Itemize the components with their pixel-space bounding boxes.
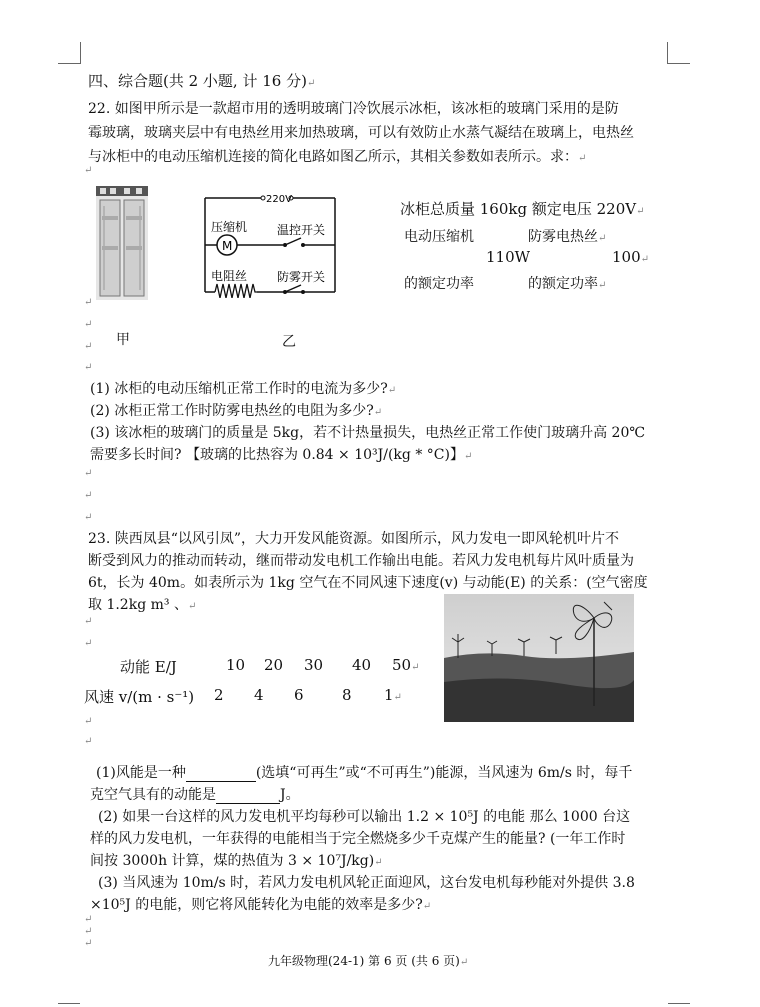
energy-value: 20 bbox=[264, 656, 284, 674]
rated-power-label-1: 的额定功率 bbox=[404, 276, 474, 292]
energy-value: 30 bbox=[304, 656, 324, 674]
crop-mark bbox=[80, 42, 81, 64]
energy-value: 10 bbox=[226, 656, 246, 674]
wind-turbine-photo bbox=[444, 594, 634, 722]
blank-renewable[interactable] bbox=[186, 765, 256, 782]
circuit-diagram bbox=[195, 188, 345, 298]
q23-question-2-line-2: 样的风力发电机，一年获得的电能相当于完全燃烧多少千克煤产生的能量? (一年工作时 bbox=[90, 831, 626, 847]
q23-intro-line-3: 6t，长为 40m。如表所示为 1kg 空气在不同风速下速度(v) 与动能(E) 的关系：(空气密度 bbox=[88, 575, 648, 591]
heater-power: 100↵ bbox=[612, 248, 650, 266]
energy-label: 动能 E/J bbox=[120, 658, 177, 676]
speed-value: 2 bbox=[214, 686, 224, 704]
voltage-label: 220V bbox=[266, 194, 292, 205]
return-mark: ↵ bbox=[84, 362, 93, 373]
return-mark: ↵ bbox=[84, 638, 93, 649]
return-mark: ↵ bbox=[84, 938, 93, 949]
speed-value: 1↵ bbox=[384, 686, 402, 704]
resistor-icon bbox=[215, 284, 257, 298]
q23-intro-line-2: 断受到风力的推动而转动，继而带动发电机工作输出电能。若风力发电机每片风叶质量为 bbox=[88, 553, 634, 569]
crop-mark bbox=[668, 1003, 690, 1004]
crop-mark bbox=[668, 63, 690, 64]
return-mark: ↵ bbox=[84, 165, 93, 176]
q23-number: 23. bbox=[88, 531, 111, 547]
heater-param-label: 防雾电热丝↵ bbox=[528, 229, 607, 245]
svg-text:M: M bbox=[222, 239, 233, 253]
return-mark: ↵ bbox=[84, 319, 93, 330]
compressor-param-label: 电动压缩机 bbox=[404, 229, 474, 245]
q22-question-1: (1) 冰柜的电动压缩机正常工作时的电流为多少?↵ bbox=[90, 381, 397, 397]
rated-power-label-2: 的额定功率↵ bbox=[528, 276, 607, 292]
return-mark: ↵ bbox=[84, 512, 93, 523]
speed-value: 8 bbox=[342, 686, 352, 704]
q23-intro-line-4: 取 1.2kg m³ 、↵ bbox=[88, 597, 197, 613]
q23-question-2-line-3: 间按 3000h 计算，煤的热值为 3 × 10⁷J/kg)↵ bbox=[90, 853, 383, 869]
compressor-power: 110W bbox=[486, 248, 531, 266]
q23-question-3-line-2: ×10⁵J 的电能，则它将风能转化为电能的效率是多少?↵ bbox=[90, 897, 432, 913]
antifog-label: 防雾开关 bbox=[277, 270, 326, 284]
blank-kinetic-energy[interactable] bbox=[216, 787, 280, 804]
q22-question-3-line-2: 需要多长时间? 【玻璃的比热容为 0.84 × 10³J/(kg * °C)】↵ bbox=[90, 447, 473, 463]
compressor-label: 压缩机 bbox=[211, 220, 248, 234]
return-mark: ↵ bbox=[84, 468, 93, 479]
params-row-1: 冰柜总质量 160kg 额定电压 220V↵ bbox=[400, 200, 645, 218]
q23-question-3-line-1: (3) 当风速为 10m/s 时，若风力发电机风轮正面迎风，这台发电机每秒能对外提供 3.8 bbox=[98, 875, 635, 891]
fig-label-yi: 乙 bbox=[282, 334, 296, 350]
q23-question-1-line-2: 克空气具有的动能是 J。 bbox=[90, 787, 300, 803]
q22-intro-line-1: 22. 如图甲所示是一款超市用的透明玻璃门冷饮展示冰柜，该冰柜的玻璃门采用的是防 bbox=[88, 101, 619, 117]
return-mark: ↵ bbox=[84, 716, 93, 727]
q23-question-2-line-1: (2) 如果一台这样的风力发电机平均每秒可以输出 1.2 × 10⁵J 的电能 那么 1000 台这 bbox=[98, 809, 631, 825]
speed-value: 4 bbox=[254, 686, 264, 704]
return-mark: ↵ bbox=[84, 914, 93, 925]
crop-mark bbox=[58, 63, 80, 64]
return-mark: ↵ bbox=[84, 926, 93, 937]
thermostat-label: 温控开关 bbox=[277, 223, 326, 237]
section-heading: 四、综合题(共 2 小题, 计 16 分)↵ bbox=[88, 72, 316, 90]
q23-question-1-line-1: (1)风能是一种 (选填“可再生”或“不可再生”)能源，当风速为 6m/s 时，每千 bbox=[96, 765, 633, 781]
q22-number: 22. bbox=[88, 101, 111, 117]
return-mark: ↵ bbox=[84, 490, 93, 501]
q23-intro-line-1: 23. 陕西凤县“以风引凤”，大力开发风能资源。如图所示，风力发电一即风轮机叶片不 bbox=[88, 531, 620, 547]
return-mark: ↵ bbox=[84, 297, 93, 308]
return-mark: ↵ bbox=[84, 736, 93, 747]
q22-question-3-line-1: (3) 该冰柜的玻璃门的质量是 5kg，若不计热量损失，电热丝正常工作使门玻璃升高 20℃ bbox=[90, 425, 646, 441]
antifog-switch-icon bbox=[285, 285, 301, 292]
q22-intro-line-3: 与冰柜中的电动压缩机连接的简化电路如图乙所示，其相关参数如表所示。求：↵ bbox=[88, 149, 587, 165]
energy-value: 40 bbox=[352, 656, 372, 674]
thermostat-switch-icon bbox=[285, 238, 301, 245]
q22-intro-line-2: 霉玻璃，玻璃夹层中有电热丝用来加热玻璃，可以有效防止水蒸气凝结在玻璃上，电热丝 bbox=[88, 125, 634, 141]
page-footer: 九年级物理(24-1) 第 6 页 (共 6 页)↵ bbox=[268, 954, 469, 968]
speed-label: 风速 v/(m · s⁻¹) bbox=[84, 688, 195, 706]
freezer-photo bbox=[96, 186, 148, 300]
speed-value: 6 bbox=[294, 686, 304, 704]
fig-label-jia: 甲 bbox=[116, 332, 130, 348]
resistor-label: 电阻丝 bbox=[211, 269, 248, 283]
return-mark: ↵ bbox=[84, 341, 93, 352]
energy-value: 50↵ bbox=[392, 656, 420, 674]
crop-mark bbox=[667, 42, 668, 64]
crop-mark bbox=[58, 1003, 80, 1004]
return-mark: ↵ bbox=[84, 616, 93, 627]
q22-question-2: (2) 冰柜正常工作时防雾电热丝的电阻为多少?↵ bbox=[90, 403, 383, 419]
